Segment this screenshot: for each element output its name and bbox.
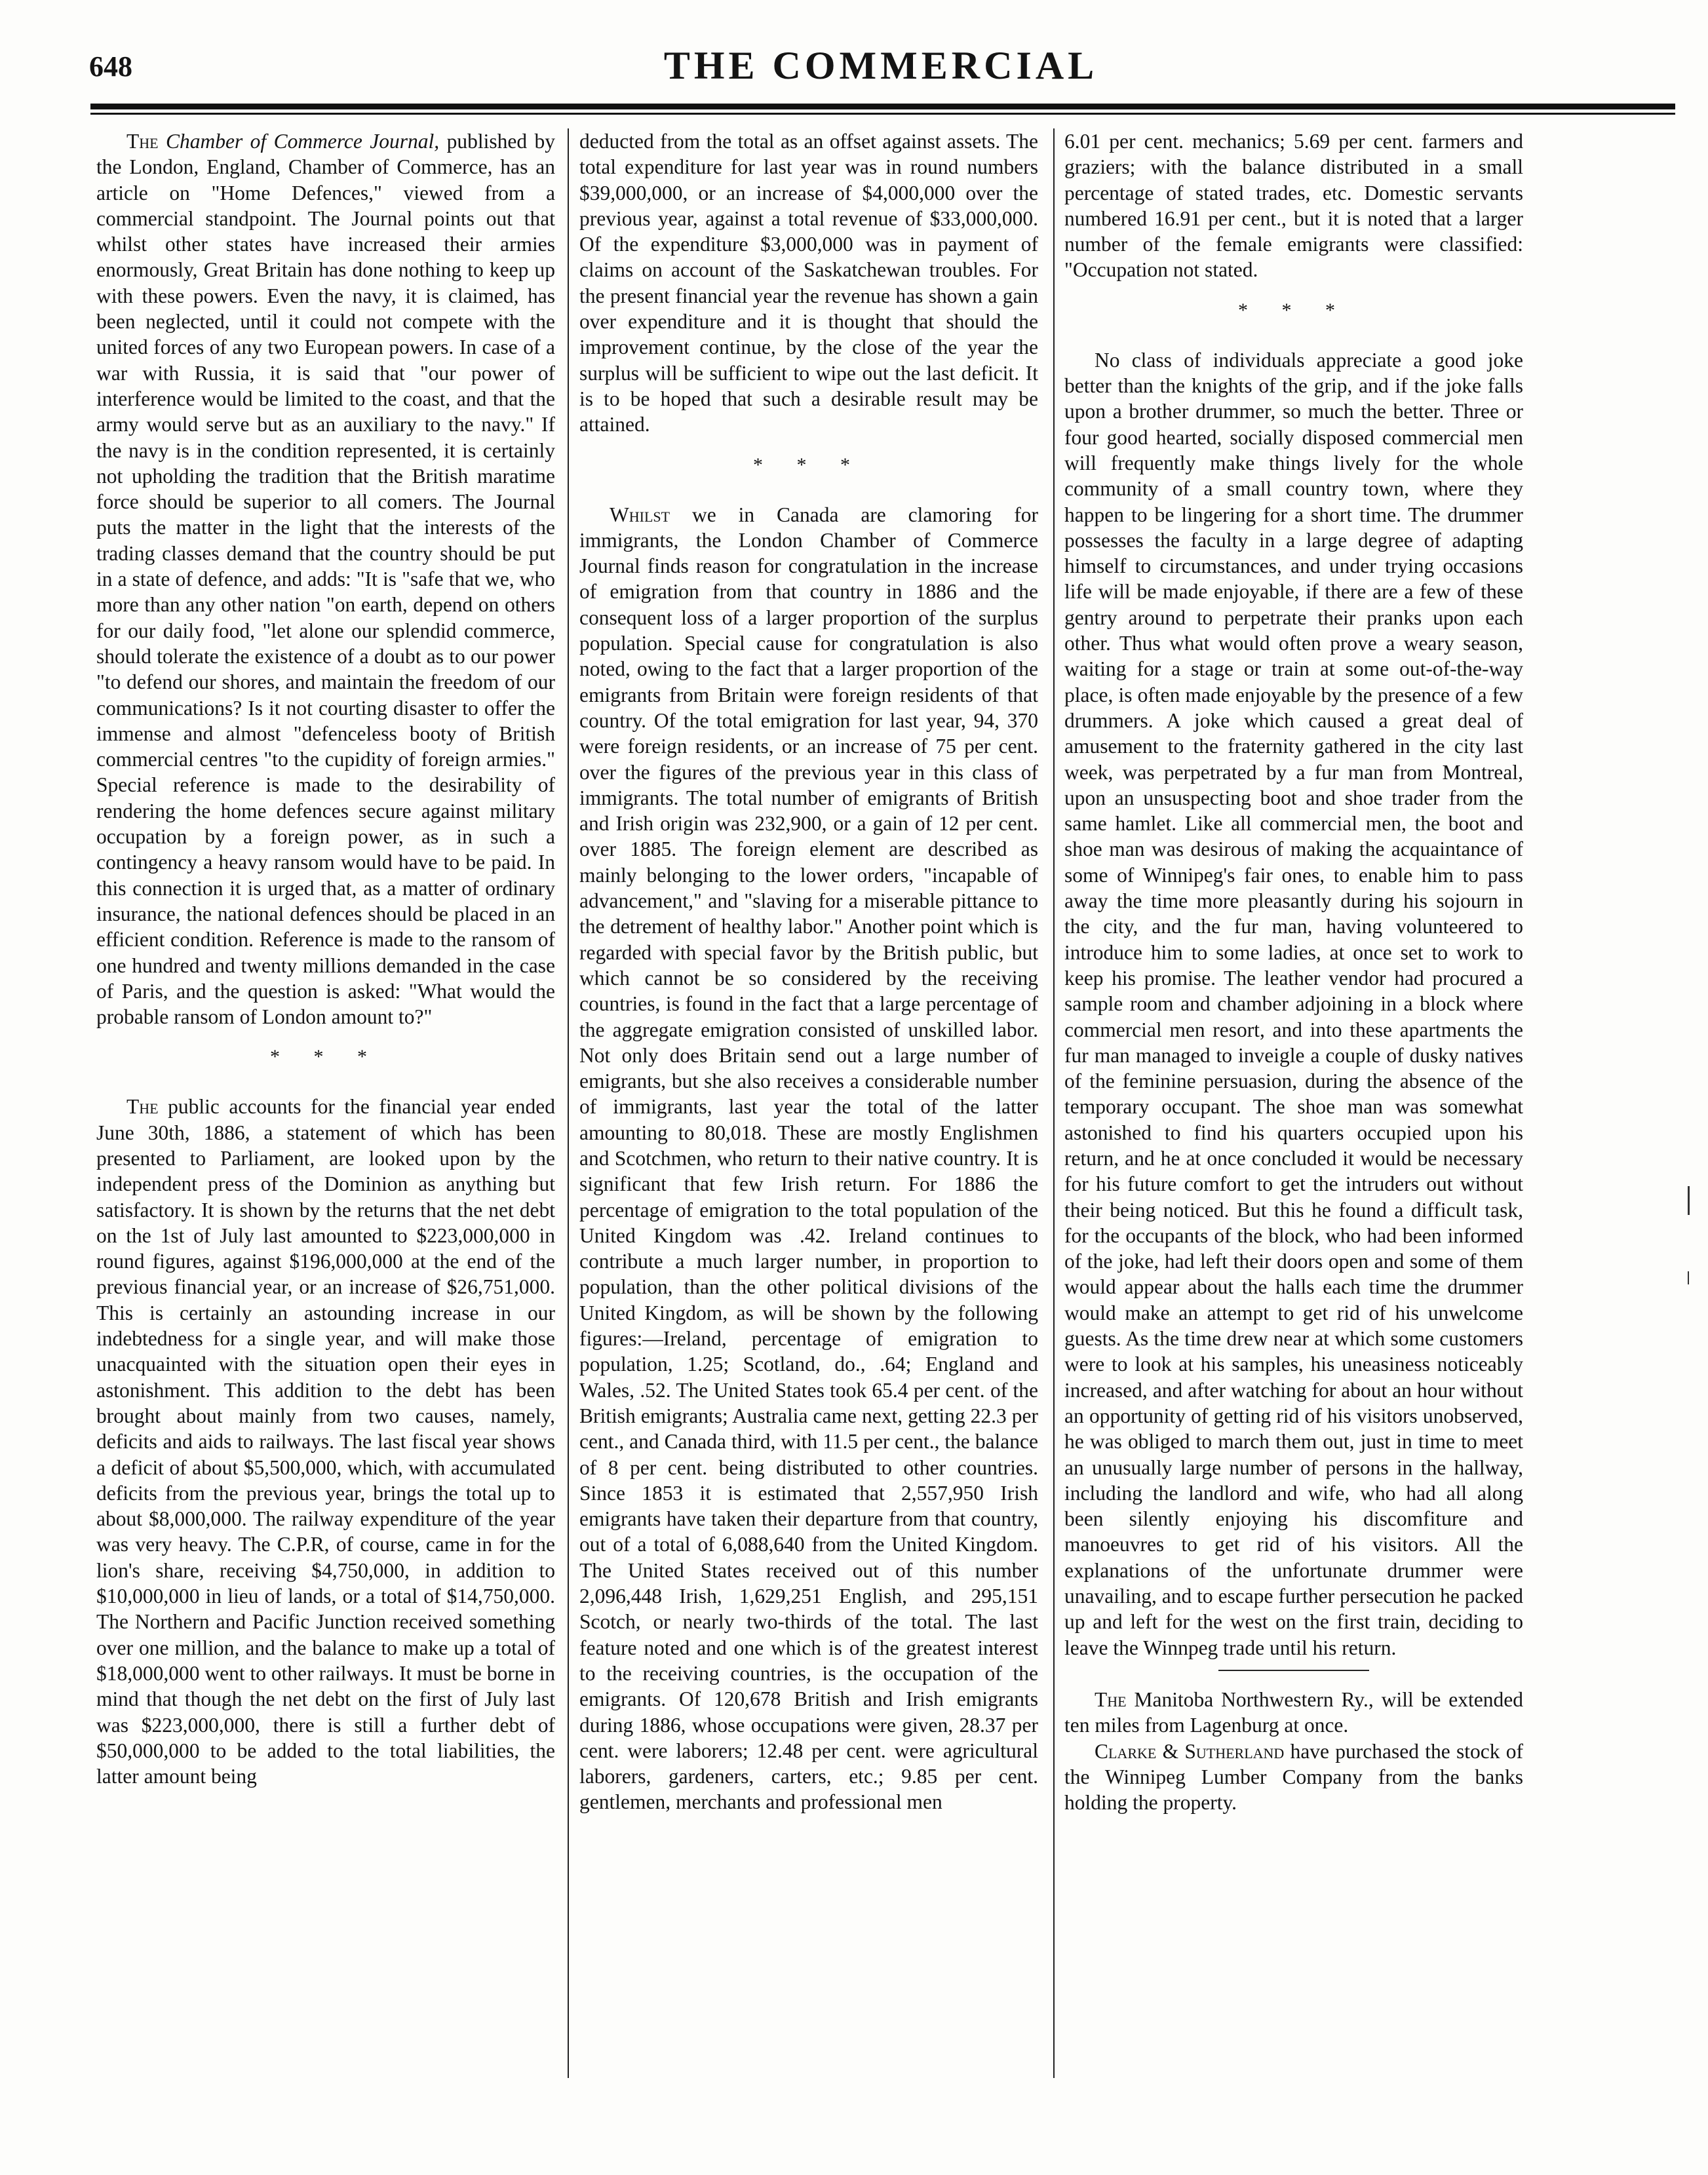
column-2	[579, 128, 1038, 1815]
article-home-defences	[96, 128, 555, 1030]
section-divider	[1218, 1670, 1369, 1671]
article-body: public accounts for the financial year ended June 30th, 1886, a statement of which has been presented to Parliament, are looked upon by the independent press of the Dominion as anything but satisfactory. It is shown by the returns that the net debt on the 1st of July last amounted to $223,000,000 in round figures, against $196,000,000 at the end of the previous financial year, or an increase of $26,751,000. This is certainly an astounding increase in our indebtedness for a single year, and will make those unacquainted with the situation open their eyes in astonishment. This addition to the debt has been brought about mainly from two causes, namely, deficits and aids to railways. The last fiscal year shows a deficit of about $5,500,000, which, with accumulated deficits from the previous year, brings the total up to about $8,000,000. The railway expenditure of the year was very heavy. The C.P.R, of course, came in for the lion's share, receiving $4,750,000, in addition to $10,000,000 in lieu of lands, or a total of $14,750,000. The Northern and Pacific Junction received something over one million, and the balance to make up a total of $18,000,000 went to other railways. It must be borne in mind that though the net debt on the first of July last was $223,000,000, there is still a further debt of $50,000,000 to be added to the total liabilities, the latter amount being	[96, 1095, 555, 1788]
margin-mark	[1688, 1186, 1690, 1215]
header-rule-thick	[90, 104, 1675, 109]
article-body: we in Canada are clamoring for immigrants, the London Chamber of Commerce Journal finds reason for congratulation in the increase of emigration from that country in 1886 and the consequent loss of a larger proportion of the surplus population. Special cause for congratulation is also noted, owing to the fact that a larger proportion of the emigrants from Britain were foreign residents of that country. Of the total emigration for last year, 94, 370 were foreign residents, or an increase of 75 per cent. over the figures of the previous year in this class of immigrants. The total number of emigrants of British and Irish origin was 232,900, or a gain of 12 per cent. over 1885. The foreign element are described as mainly belonging to the lower orders, "incapable of advancement," and "slaving for a miserable pittance to the detrement of healthy labor." Another point which is regarded with special favor by the British public, but which cannot be so considered by the receiving countries, is found in the fact that a large percentage of the aggregate emigration consisted of unskilled labor. Not only does Britain send out a large number of emigrants, but she also receives a considerable number of immigrants, last year the total of the latter amounting to 80,018. These are mostly Englishmen and Scotchmen, who return to their native country. It is significant that few Irish return. For 1886 the percentage of emigration to the total population of the United Kingdom was .42. Ireland continues to contribute a much larger number, in proportion to population, than the other political divisions of the United Kingdom, as will be shown by the following figures:—Ireland, percentage of emigration to population, 1.25; Scotland, do., .64; England and Wales, .52. The United States took 65.4 per cent. of the British emigrants; Australia came next, getting 22.3 per cent., and Canada third, with 11.5 per cent., the balance of 8 per cent. being distributed to other countries. Since 1853 it is estimated that 2,557,950 Irish emigrants have taken their departure from that country, out of a total of 6,088,640 from the United Kingdom. The United States received out of this number 2,096,448 Irish, 1,629,251 English, and 295,151 Scotch, or nearly two-thirds of the total. The last feature noted and one which is of the greatest interest to the receiving countries, is the occupation of the emigrants. Of 120,678 British and Irish emigrants during 1886, whose occupations were given, 28.37 per cent. were laborers; 12.48 per cent. were agricultural laborers, gardeners, carters, etc.; 9.85 per cent. gentlemen, merchants and professional men	[579, 503, 1038, 1814]
section-stars: * * *	[753, 453, 864, 476]
section-stars: * * *	[1238, 299, 1349, 321]
news-body: Manitoba Northwestern Ry., will be extended ten miles from Lagenburg at once.	[1064, 1687, 1523, 1737]
column-1	[96, 128, 555, 1789]
article-body: No class of individuals appreciate a good joke better than the knights of the grip, and if the joke falls upon a brother drummer, so much the better. Three or four good hearted, socially disposed commercial men will frequently make things lively for the whole community of a small country town, where they happen to be lingering for a short time. The drummer possesses the faculty in a large degree of adapting himself to circumstances, and under trying occasions life will be made enjoyable, if there are a few of these gentry around to perpetrate their pranks upon each other. Thus what would often prove a weary season, waiting for a stage or train at some out-of-the-way place, is often made enjoyable by the presence of a few drummers. A joke which caused a great deal of amusement to the fraternity gathered in the city last week, was perpetrated by a fur man from Montreal, upon an unsuspecting boot and shoe trader from the same hamlet. Like all commercial men, the boot and shoe man was desirous of making the acquaintance of some of Winnipeg's fair ones, to enable him to pass away the time more pleasantly during his sojourn in the city, and the fur man, having volunteered to introduce him to some ladies, at once set to work to keep his promise. The leather vendor had procured a sample room and chamber adjoining in a block where commercial men resort, and into these apartments the fur man managed to inveigle a couple of dusky natives of the feminine persuasion, during the absence of the temporary occupant. The shoe man was somewhat astonished to find his quarters occupied upon his return, and he at once concluded it would be necessary for his future comfort to get the intruders out without their being noticed. But this he found a difficult task, for the occupants of the block, who had been informed of the joke, had left their doors open and some of them would appear about the halls each time the drummer would make an attempt to get rid of his unwelcome guests. As the time drew near at which some customers were to look at his samples, his uneasiness noticeably increased, and after watching for about an hour without an opportunity of getting rid of his visitors unobserved, he was obliged to march them out, just in time to meet an unusually large number of persons in the hallway, including the landlord and wife, who had all along been silently enjoying his discomfiture and manoeuvres to get rid of his visitors. All the explanations of the unfortunate drummer were unavailing, and to escape further persecution he packed up and left for the west on the first train, deciding to leave the Winnpeg trade until his return.	[1064, 348, 1523, 1659]
news-lead: The	[1095, 1687, 1127, 1711]
masthead-title: THE COMMERCIAL	[663, 44, 1098, 87]
article-public-accounts	[96, 1094, 555, 1789]
article-lead: Whilst	[610, 503, 670, 526]
section-stars: * * *	[270, 1046, 381, 1068]
page-number: 648	[89, 50, 132, 83]
column-3	[1064, 128, 1523, 1815]
page-header	[89, 38, 1673, 101]
news-body: have purchased the stock of the Winnipeg Lumber Company from the banks holding the property.	[1064, 1739, 1523, 1815]
article-lead: The	[126, 130, 159, 153]
article-lead: The	[126, 1095, 159, 1119]
margin-mark	[1688, 1271, 1689, 1284]
article-emigration	[579, 502, 1038, 1815]
header-rule-thin	[90, 113, 1675, 115]
article-public-accounts-continued: deducted from the total as an offset against assets. The total expenditure for last year was in round numbers $39,000,000, or an increase of $4,000,000 over the previous year, against a total revenue of $33,000,000. Of the expenditure $3,000,000 was in payment of claims on account of the Saskatchewan troubles. For the present financial year the revenue has shown a gain over expenditure and it is thought that should the improvement continue, by the close of the year the surplus will be sufficient to wipe out the last deficit. It is to be hoped that such a desirable result may be attained.	[579, 130, 1038, 436]
news-lead: Clarke & Sutherland	[1095, 1739, 1285, 1763]
column-divider-2	[1053, 128, 1055, 2078]
news-item-railway	[1064, 1687, 1523, 1739]
column-divider-1	[568, 128, 569, 2078]
article-drummer-joke	[1064, 347, 1523, 1661]
article-title: Chamber of Commerce Journal,	[166, 130, 440, 153]
article-body: published by the London, England, Chamber of Commerce, has an article on "Home Defences," viewed from a commercial standpoint. The Journal points out that whilst other states have increased their armies enormously, Great Britain has done nothing to keep up with these powers. Even the navy, it is claimed, has been neglected, until it could not compete with the united forces of any two European powers. In case of a war with Russia, it is said that "our power of interference would be limited to the coast, and that the army would serve but as an auxiliary to the navy." If the navy is in the condition represented, it is certainly not upholding the tradition that the British maratime force should be superior to all comers. The Journal puts the matter in the light that the interests of the trading classes demand that the country should be put in a state of defence, and adds: "It is "safe that we, who more than any other nation "on earth, depend on others for our daily food, "let alone our splendid commerce, should tolerate the existence of a doubt as to our power "to defend our shores, and maintain the freedom of our communications? Is it not courting disaster to offer the immense and almost "defenceless booty of British commercial centres "to the cupidity of foreign armies." Special reference is made to the desirability of rendering the home defences secure against military occupation by a foreign power, as in such a contingency a heavy ransom would have to be paid. In this connection it is urged that, as a matter of ordinary insurance, the national defences should be placed in an efficient condition. Reference is made to the ransom of one hundred and twenty millions demanded in the case of Paris, and the question is asked: "What would the probable ransom of London amount to?"	[96, 130, 555, 1029]
news-item-lumber	[1064, 1739, 1523, 1816]
article-emigration-continued: 6.01 per cent. mechanics; 5.69 per cent. farmers and graziers; with the balance distributed in a small percentage of stated trades, etc. Domestic servants numbered 16.91 per cent., but it is noted that a larger number of the female emigrants were classified: "Occupation not stated.	[1064, 130, 1523, 282]
